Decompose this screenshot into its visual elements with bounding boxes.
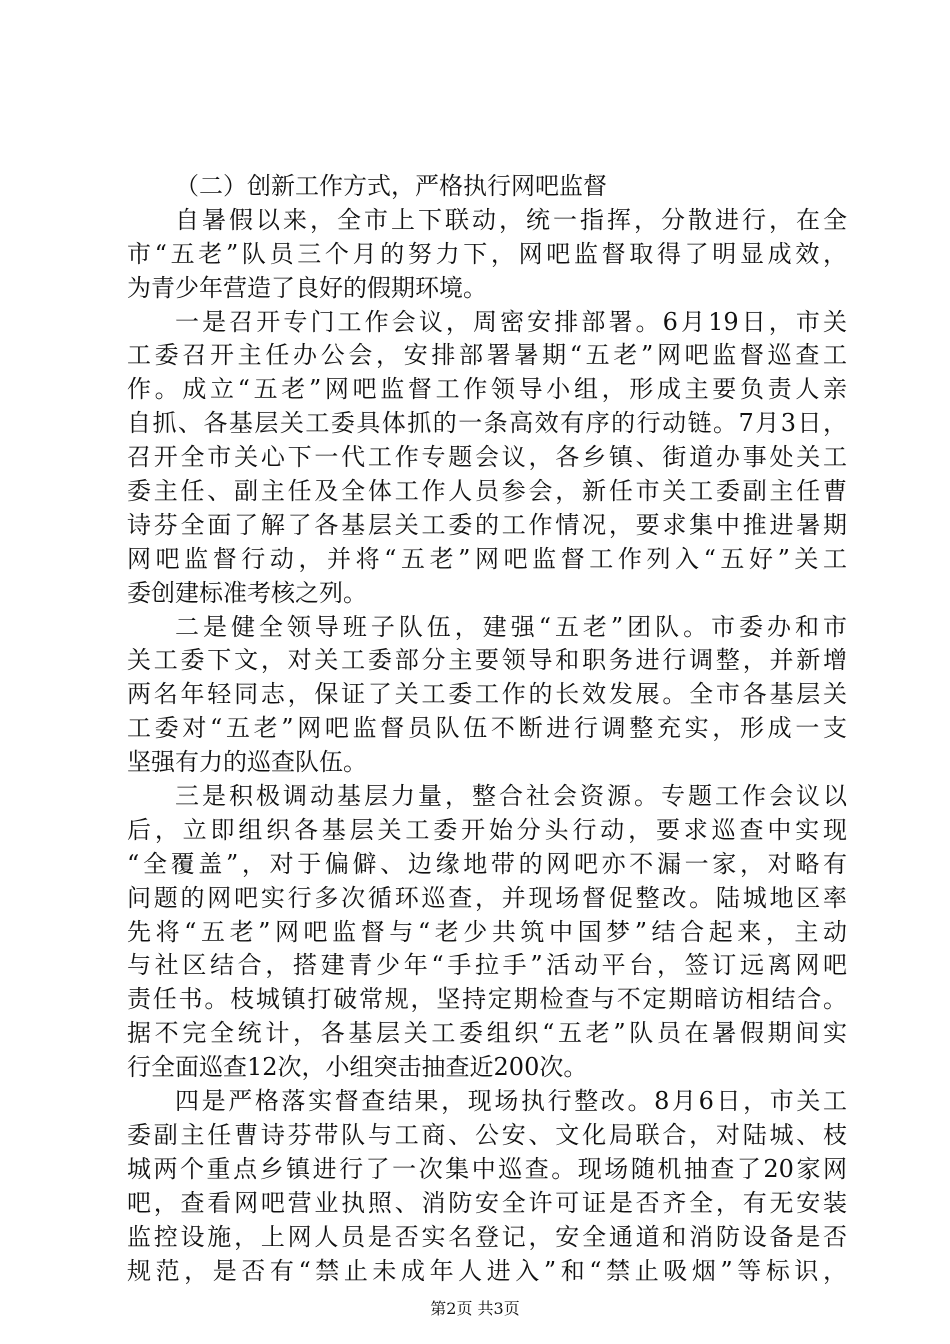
paragraph-line: “全覆盖”，对于偏僻、边缘地带的网吧亦不漏一家，对略有	[127, 849, 847, 878]
document-body	[127, 170, 847, 1288]
paragraph-line: 四是严格落实督查结果，现场执行整改。8月6日，市关工	[175, 1087, 847, 1116]
paragraph-line: 委创建标准考核之列。	[127, 578, 367, 607]
paragraph-line: 委主任、副主任及全体工作人员参会，新任市关工委副主任曹	[127, 477, 847, 506]
paragraph-line: 先将“五老”网吧监督与“老少共筑中国梦”结合起来，主动	[127, 917, 847, 946]
paragraph-line: 工委召开主任办公会，安排部署暑期“五老”网吧监督巡查工	[127, 341, 847, 370]
paragraph-line: 市“五老”队员三个月的努力下，网吧监督取得了明显成效，	[127, 239, 847, 268]
paragraph-line: 据不完全统计，各基层关工委组织“五老”队员在暑假期间实	[127, 1019, 847, 1048]
paragraph-line: 委副主任曹诗芬带队与工商、公安、文化局联合，对陆城、枝	[127, 1120, 847, 1149]
paragraph-line: 责任书。枝城镇打破常规，坚持定期检查与不定期暗访相结合。	[127, 985, 847, 1014]
paragraph-line: 问题的网吧实行多次循环巡查，并现场督促整改。陆城地区率	[127, 883, 847, 912]
paragraph-line: 网吧监督行动，并将“五老”网吧监督工作列入“五好”关工	[127, 544, 847, 573]
paragraph-line: 两名年轻同志，保证了关工委工作的长效发展。全市各基层关	[127, 680, 847, 709]
paragraph-line: 自抓、各基层关工委具体抓的一条高效有序的行动链。7月3日，	[127, 409, 847, 438]
paragraph-line: 坚强有力的巡查队伍。	[127, 748, 367, 777]
page-number-footer: 第2页 共3页	[430, 1299, 520, 1318]
paragraph-line: 后，立即组织各基层关工委开始分头行动，要求巡查中实现	[127, 815, 847, 844]
paragraph-line: 监控设施，上网人员是否实名登记，安全通道和消防设备是否	[127, 1222, 847, 1251]
paragraph-line: 行全面巡查12次，小组突击抽查近200次。	[127, 1053, 588, 1082]
paragraph-line: 与社区结合，搭建青少年“手拉手”活动平台，签订远离网吧	[127, 951, 847, 980]
paragraph-line: 三是积极调动基层力量，整合社会资源。专题工作会议以	[175, 782, 847, 811]
paragraph-line: 诗芬全面了解了各基层关工委的工作情况，要求集中推进暑期	[127, 510, 847, 539]
paragraph-line: 吧，查看网吧营业执照、消防安全许可证是否齐全，有无安装	[127, 1188, 847, 1217]
paragraph-line: 自暑假以来，全市上下联动，统一指挥，分散进行，在全	[175, 205, 847, 234]
paragraph-line: 一是召开专门工作会议，周密安排部署。6月19日，市关	[175, 307, 847, 336]
section-heading: （二）创新工作方式，严格执行网吧监督	[175, 172, 607, 200]
paragraph-line: 为青少年营造了良好的假期环境。	[127, 273, 487, 302]
paragraph-line: 关工委下文，对关工委部分主要领导和职务进行调整，并新增	[127, 646, 847, 675]
paragraph-line: 城两个重点乡镇进行了一次集中巡查。现场随机抽查了20家网	[127, 1154, 847, 1183]
paragraph-line: 工委对“五老”网吧监督员队伍不断进行调整充实，形成一支	[127, 714, 847, 743]
paragraph-line: 召开全市关心下一代工作专题会议，各乡镇、街道办事处关工	[127, 443, 847, 472]
paragraph-line: 规范，是否有“禁止未成年人进入”和“禁止吸烟”等标识，	[127, 1256, 847, 1285]
paragraph-line: 作。成立“五老”网吧监督工作领导小组，形成主要负责人亲	[127, 375, 847, 404]
paragraph-line: 二是健全领导班子队伍，建强“五老”团队。市委办和市	[175, 612, 847, 641]
